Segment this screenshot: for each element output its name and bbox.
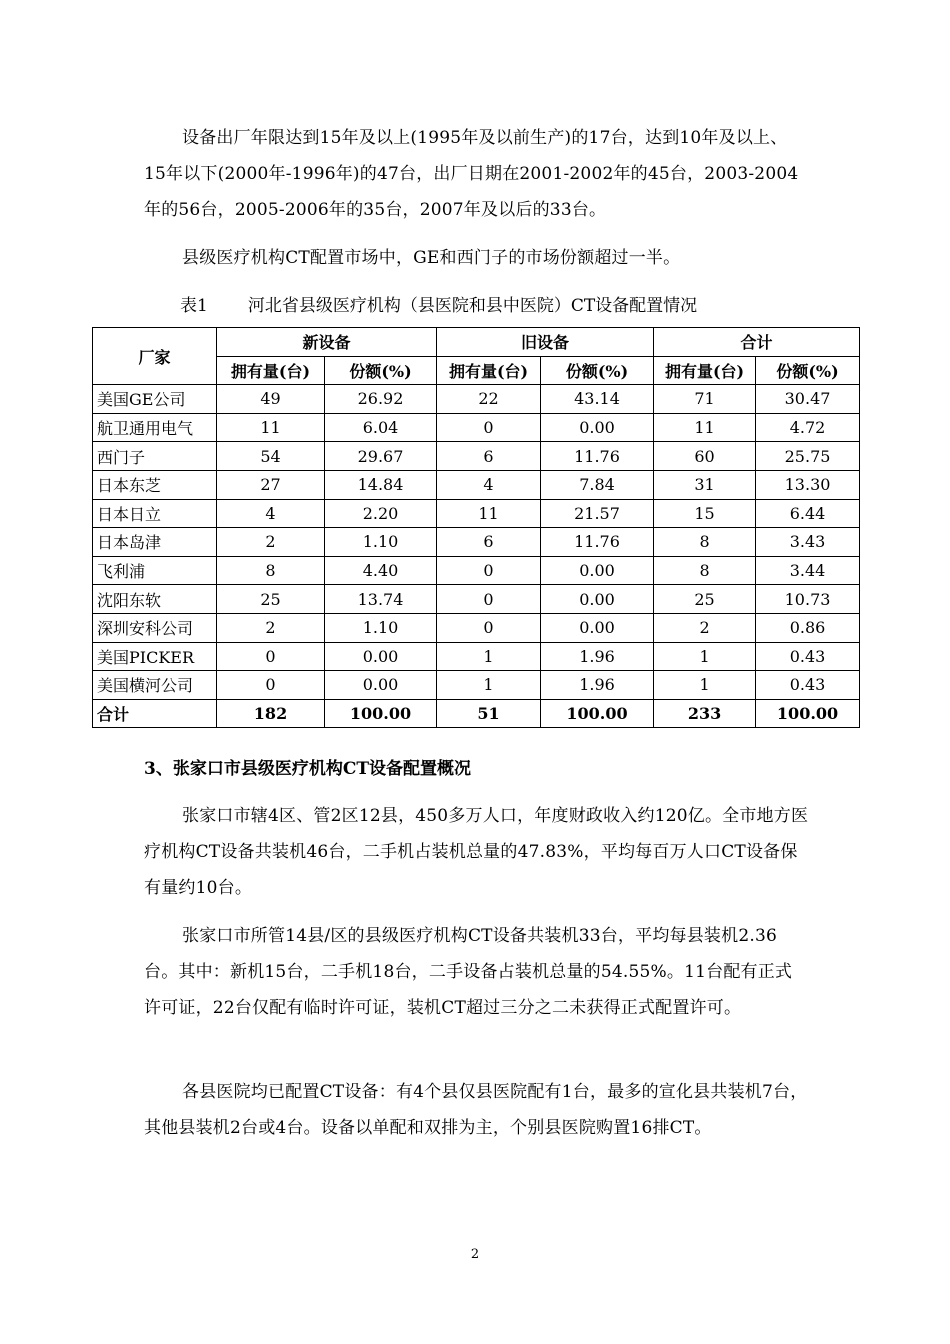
cell-total-count: 11	[654, 413, 756, 442]
cell-old-count: 11	[437, 499, 541, 528]
cell-maker-name: 美国横河公司	[93, 671, 217, 700]
cell-old-count: 0	[437, 585, 541, 614]
cell-old-share: 11.76	[541, 528, 654, 557]
cell-old-share: 21.57	[541, 499, 654, 528]
cell-maker-name: 西门子	[93, 442, 217, 471]
cell-old-share: 1.96	[541, 671, 654, 700]
cell-old-count: 0	[437, 413, 541, 442]
cell-old-share: 0.00	[541, 585, 654, 614]
cell-total-count: 233	[654, 699, 756, 728]
cell-total-share: 100.00	[756, 699, 860, 728]
paragraph-zhangjiakou-overview: 张家口市辖4区、管2区12县，450多万人口，年度财政收入约120亿。全市地方医疗机构CT设备共装机46台，二手机占装机总量的47.83%，平均每百万人口CT设备保有量约10台。	[144, 806, 809, 898]
cell-maker-name: 日本东芝	[93, 470, 217, 499]
cell-total-share: 10.73	[756, 585, 860, 614]
cell-maker-name: 飞利浦	[93, 556, 217, 585]
page-number: 2	[470, 1247, 480, 1262]
cell-old-count: 22	[437, 385, 541, 414]
cell-old-share: 43.14	[541, 385, 654, 414]
table-caption-number: 表1	[180, 296, 208, 316]
cell-old-count: 6	[437, 528, 541, 557]
cell-new-count: 4	[217, 499, 325, 528]
cell-maker-name: 深圳安科公司	[93, 613, 217, 642]
cell-maker-name: 美国PICKER	[93, 642, 217, 671]
table-row	[93, 556, 860, 585]
table-caption	[180, 292, 697, 320]
table-caption-title: 河北省县级医疗机构（县医院和县中医院）CT设备配置情况	[247, 296, 698, 316]
table-row	[93, 385, 860, 414]
cell-new-count: 0	[217, 671, 325, 700]
cell-new-share: 100.00	[325, 699, 437, 728]
cell-old-count: 1	[437, 642, 541, 671]
cell-old-count: 0	[437, 613, 541, 642]
header-new-share: 份额(%)	[325, 356, 437, 385]
cell-new-share: 1.10	[325, 528, 437, 557]
section-3-heading: 3、张家口市县级医疗机构CT设备配置概况	[144, 759, 472, 779]
cell-new-count: 2	[217, 528, 325, 557]
cell-maker-name: 美国GE公司	[93, 385, 217, 414]
header-total: 合计	[654, 328, 860, 357]
cell-new-share: 4.40	[325, 556, 437, 585]
cell-maker-name: 日本日立	[93, 499, 217, 528]
cell-total-share: 4.72	[756, 413, 860, 442]
cell-new-share: 0.00	[325, 642, 437, 671]
table-row	[93, 613, 860, 642]
cell-old-share: 0.00	[541, 413, 654, 442]
table-row	[93, 671, 860, 700]
cell-old-share: 100.00	[541, 699, 654, 728]
paragraph-market-share: 县级医疗机构CT配置市场中，GE和西门子的市场份额超过一半。	[182, 248, 681, 268]
header-old-equipment: 旧设备	[437, 328, 654, 357]
cell-total-share: 3.44	[756, 556, 860, 585]
cell-new-count: 2	[217, 613, 325, 642]
cell-total-count: 2	[654, 613, 756, 642]
cell-old-count: 51	[437, 699, 541, 728]
cell-new-count: 0	[217, 642, 325, 671]
table-row	[93, 585, 860, 614]
cell-new-count: 27	[217, 470, 325, 499]
table-row	[93, 470, 860, 499]
cell-old-count: 1	[437, 671, 541, 700]
cell-old-share: 7.84	[541, 470, 654, 499]
cell-new-share: 26.92	[325, 385, 437, 414]
table-header-row-1	[93, 328, 860, 357]
cell-new-count: 49	[217, 385, 325, 414]
paragraph-county-installations: 张家口市所管14县/区的县级医疗机构CT设备共装机33台，平均每县装机2.36台。其中：新机15台，二手机18台，二手设备占装机总量的54.55%。11台配有正式许可证，22台仅配有临时许可证，装机CT超过三分之二未获得正式配置许可。	[144, 926, 793, 1018]
paragraph-equipment-age: 设备出厂年限达到15年及以上(1995年及以前生产)的17台，达到10年及以上、15年以下(2000年-1996年)的47台，出厂日期在2001-2002年的45台，2003-2004年的56台，2005-2006年的35台，2007年及以后的33台。	[144, 128, 799, 220]
cell-old-count: 4	[437, 470, 541, 499]
cell-total-share: 13.30	[756, 470, 860, 499]
cell-old-share: 0.00	[541, 556, 654, 585]
table-row	[93, 442, 860, 471]
header-maker: 厂家	[93, 328, 217, 385]
cell-total-count: 15	[654, 499, 756, 528]
header-old-share: 份额(%)	[541, 356, 654, 385]
cell-total-share: 30.47	[756, 385, 860, 414]
header-new-count: 拥有量(台)	[217, 356, 325, 385]
header-new-equipment: 新设备	[217, 328, 437, 357]
cell-maker-name: 航卫通用电气	[93, 413, 217, 442]
header-old-count: 拥有量(台)	[437, 356, 541, 385]
cell-new-share: 6.04	[325, 413, 437, 442]
cell-old-share: 11.76	[541, 442, 654, 471]
cell-new-share: 1.10	[325, 613, 437, 642]
cell-old-share: 0.00	[541, 613, 654, 642]
table-row	[93, 528, 860, 557]
cell-total-share: 0.86	[756, 613, 860, 642]
table-body	[93, 385, 860, 728]
cell-new-count: 11	[217, 413, 325, 442]
cell-old-count: 6	[437, 442, 541, 471]
cell-total-share: 0.43	[756, 642, 860, 671]
cell-total-count: 31	[654, 470, 756, 499]
cell-new-count: 25	[217, 585, 325, 614]
cell-maker-name: 沈阳东软	[93, 585, 217, 614]
cell-new-share: 14.84	[325, 470, 437, 499]
ct-equipment-table	[92, 327, 860, 728]
cell-new-share: 0.00	[325, 671, 437, 700]
cell-total-count: 1	[654, 642, 756, 671]
header-total-share: 份额(%)	[756, 356, 860, 385]
cell-total-count: 60	[654, 442, 756, 471]
cell-old-share: 1.96	[541, 642, 654, 671]
cell-new-count: 8	[217, 556, 325, 585]
cell-new-count: 54	[217, 442, 325, 471]
cell-maker-name: 日本岛津	[93, 528, 217, 557]
cell-new-share: 29.67	[325, 442, 437, 471]
table-row	[93, 642, 860, 671]
cell-new-count: 182	[217, 699, 325, 728]
cell-maker-name: 合计	[93, 699, 217, 728]
table-row	[93, 413, 860, 442]
cell-new-share: 13.74	[325, 585, 437, 614]
cell-old-count: 0	[437, 556, 541, 585]
cell-total-share: 25.75	[756, 442, 860, 471]
cell-new-share: 2.20	[325, 499, 437, 528]
cell-total-share: 6.44	[756, 499, 860, 528]
cell-total-count: 71	[654, 385, 756, 414]
cell-total-count: 8	[654, 528, 756, 557]
table-row	[93, 499, 860, 528]
table-total-row	[93, 699, 860, 728]
cell-total-share: 0.43	[756, 671, 860, 700]
paragraph-county-hospitals: 各县医院均已配置CT设备：有4个县仅县医院配有1台，最多的宣化县共装机7台，其他县装机2台或4台。设备以单配和双排为主，个别县医院购置16排CT。	[144, 1082, 808, 1138]
cell-total-count: 25	[654, 585, 756, 614]
cell-total-count: 8	[654, 556, 756, 585]
cell-total-count: 1	[654, 671, 756, 700]
cell-total-share: 3.43	[756, 528, 860, 557]
header-total-count: 拥有量(台)	[654, 356, 756, 385]
